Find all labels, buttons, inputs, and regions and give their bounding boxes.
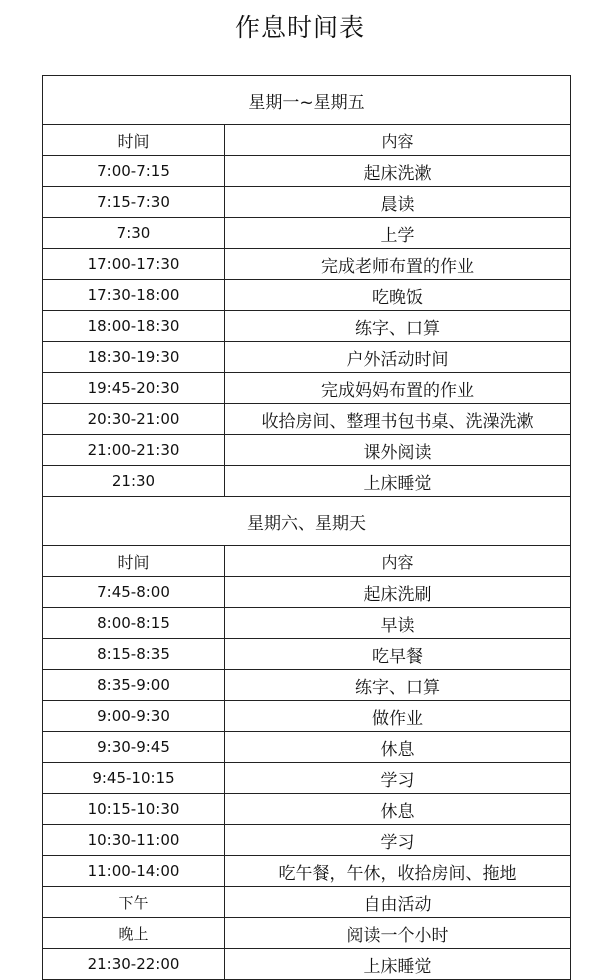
time-cell: 17:30-18:00 bbox=[43, 280, 225, 311]
time-cell: 18:00-18:30 bbox=[43, 311, 225, 342]
activity-cell: 吃早餐 bbox=[225, 639, 571, 670]
table-row bbox=[43, 218, 571, 249]
activity-cell: 练字、口算 bbox=[225, 670, 571, 701]
weekend-column-headers bbox=[43, 546, 571, 577]
schedule-table bbox=[42, 75, 571, 980]
time-cell: 21:30-22:00 bbox=[43, 949, 225, 980]
table-row bbox=[43, 466, 571, 497]
activity-cell: 早读 bbox=[225, 608, 571, 639]
activity-cell: 收拾房间、整理书包书桌、洗澡洗漱 bbox=[225, 404, 571, 435]
table-row bbox=[43, 249, 571, 280]
table-row bbox=[43, 701, 571, 732]
page-title: 作息时间表 bbox=[234, 13, 365, 42]
activity-cell: 做作业 bbox=[225, 701, 571, 732]
table-row bbox=[43, 435, 571, 466]
table-row bbox=[43, 670, 571, 701]
activity-cell: 完成老师布置的作业 bbox=[225, 249, 571, 280]
time-cell: 7:30 bbox=[43, 218, 225, 249]
time-cell: 17:00-17:30 bbox=[43, 249, 225, 280]
table-row bbox=[43, 732, 571, 763]
activity-cell: 上床睡觉 bbox=[225, 466, 571, 497]
section-title: 星期一~星期五 bbox=[43, 76, 571, 125]
table-row bbox=[43, 794, 571, 825]
time-cell: 晚上 bbox=[43, 918, 225, 949]
activity-cell: 学习 bbox=[225, 763, 571, 794]
table-row bbox=[43, 280, 571, 311]
activity-cell: 起床洗漱 bbox=[225, 156, 571, 187]
activity-cell: 完成妈妈布置的作业 bbox=[225, 373, 571, 404]
table-row bbox=[43, 639, 571, 670]
time-cell: 9:00-9:30 bbox=[43, 701, 225, 732]
activity-cell: 学习 bbox=[225, 825, 571, 856]
table-row bbox=[43, 342, 571, 373]
column-header-content: 内容 bbox=[225, 546, 571, 577]
table-row bbox=[43, 311, 571, 342]
activity-cell: 吃晚饭 bbox=[225, 280, 571, 311]
activity-cell: 上床睡觉 bbox=[225, 949, 571, 980]
table-row bbox=[43, 856, 571, 887]
time-cell: 9:45-10:15 bbox=[43, 763, 225, 794]
time-cell: 9:30-9:45 bbox=[43, 732, 225, 763]
time-cell: 下午 bbox=[43, 887, 225, 918]
time-cell: 7:15-7:30 bbox=[43, 187, 225, 218]
activity-cell: 阅读一个小时 bbox=[225, 918, 571, 949]
activity-cell: 休息 bbox=[225, 732, 571, 763]
table-row bbox=[43, 887, 571, 918]
weekday-section-header bbox=[43, 76, 571, 125]
time-cell: 19:45-20:30 bbox=[43, 373, 225, 404]
activity-cell: 自由活动 bbox=[225, 887, 571, 918]
table-row bbox=[43, 825, 571, 856]
table-row bbox=[43, 949, 571, 980]
time-cell: 18:30-19:30 bbox=[43, 342, 225, 373]
time-cell: 7:00-7:15 bbox=[43, 156, 225, 187]
time-cell: 21:00-21:30 bbox=[43, 435, 225, 466]
table-row bbox=[43, 156, 571, 187]
table-row bbox=[43, 187, 571, 218]
activity-cell: 户外活动时间 bbox=[225, 342, 571, 373]
time-cell: 8:00-8:15 bbox=[43, 608, 225, 639]
column-header-time: 时间 bbox=[43, 546, 225, 577]
time-cell: 7:45-8:00 bbox=[43, 577, 225, 608]
table-row bbox=[43, 404, 571, 435]
table-row bbox=[43, 577, 571, 608]
activity-cell: 练字、口算 bbox=[225, 311, 571, 342]
activity-cell: 上学 bbox=[225, 218, 571, 249]
schedule-body bbox=[43, 76, 571, 980]
time-cell: 10:30-11:00 bbox=[43, 825, 225, 856]
table-row bbox=[43, 373, 571, 404]
time-cell: 8:35-9:00 bbox=[43, 670, 225, 701]
activity-cell: 起床洗刷 bbox=[225, 577, 571, 608]
table-row bbox=[43, 608, 571, 639]
weekday-column-headers bbox=[43, 125, 571, 156]
activity-cell: 吃午餐，午休，收拾房间、拖地 bbox=[225, 856, 571, 887]
time-cell: 21:30 bbox=[43, 466, 225, 497]
column-header-time: 时间 bbox=[43, 125, 225, 156]
time-cell: 8:15-8:35 bbox=[43, 639, 225, 670]
column-header-content: 内容 bbox=[225, 125, 571, 156]
activity-cell: 休息 bbox=[225, 794, 571, 825]
activity-cell: 课外阅读 bbox=[225, 435, 571, 466]
time-cell: 10:15-10:30 bbox=[43, 794, 225, 825]
table-row bbox=[43, 763, 571, 794]
time-cell: 20:30-21:00 bbox=[43, 404, 225, 435]
section-title: 星期六、星期天 bbox=[43, 497, 571, 546]
weekend-section-header bbox=[43, 497, 571, 546]
time-cell: 11:00-14:00 bbox=[43, 856, 225, 887]
table-row bbox=[43, 918, 571, 949]
activity-cell: 晨读 bbox=[225, 187, 571, 218]
